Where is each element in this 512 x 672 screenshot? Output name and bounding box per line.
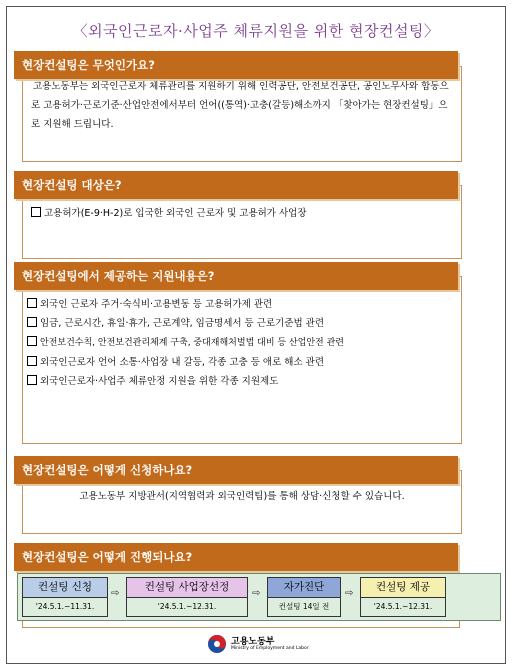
checkbox-icon xyxy=(27,298,37,308)
target-item: 고용허가(E-9·H-2)로 입국한 외국인 근로자 및 고용허가 사업장 xyxy=(31,204,453,223)
flow-step-selection xyxy=(126,577,248,617)
support-item: 외국인근로자 언어 소통·사업장 내 갈등, 각종 고충 등 애로 해소 관련 xyxy=(27,353,457,372)
logo-name: 고용노동부 xyxy=(231,637,275,647)
section-apply-body: 고용노동부 지방관서(지역협력과 외국인력팀)를 통해 상담·신청할 수 있습니다. xyxy=(79,491,405,502)
section-process-heading: 현장컨설팅은 어떻게 진행되나요? xyxy=(14,543,458,571)
taegeuk-icon xyxy=(206,633,228,655)
flow-step-label: 컨설팅 제공 xyxy=(361,578,445,598)
flow-step-apply xyxy=(22,577,108,617)
section-what-body: 고용노동부는 외국인근로자 체류관리를 지원하기 위해 인력공단, 안전보건공단, 공인노무사와 합동으로 고용허가·근로기준·산업안전에서부터 언어((통역)·고충(갈등)해소까지 「찾아가는 현장컨설팅」으로 지원해 드립니다. xyxy=(31,81,449,130)
support-item: 안전보건수칙, 안전보건관리체계 구축, 중대재해처벌법 대비 등 산업안전 관련 xyxy=(27,333,457,353)
logo-subtitle: Ministry of Employment and Labor xyxy=(231,646,309,651)
flow-step-label: 컨설팅 사업장선정 xyxy=(127,578,247,598)
flow-step-label: 자가진단 xyxy=(268,578,340,598)
arrow-right-icon: ⇨ xyxy=(111,588,120,599)
support-item: 임금, 근로시간, 휴일·휴가, 근로계약, 임금명세서 등 근로기준법 관련 xyxy=(27,314,457,333)
flow-step-date: '24.5.1.~12.31. xyxy=(373,602,433,611)
support-item: 외국인 근로자 주거·숙식비·고용변동 등 고용허가제 관련 xyxy=(27,295,457,314)
section-what-heading: 현장컨설팅은 무엇인가요? xyxy=(14,51,458,79)
flow-step-date: '24.5.1.~11.31. xyxy=(35,602,95,611)
checkbox-icon xyxy=(27,356,37,366)
section-what-box xyxy=(22,66,462,162)
checkbox-icon xyxy=(31,207,41,217)
arrow-right-icon: ⇨ xyxy=(252,588,261,599)
checkbox-icon xyxy=(27,317,37,327)
ministry-logo xyxy=(206,632,309,656)
checkbox-icon xyxy=(27,336,37,346)
flow-step-label: 컨설팅 신청 xyxy=(23,578,107,598)
flow-step-date: '24.5.1.~12.31. xyxy=(157,602,217,611)
arrow-right-icon: ⇨ xyxy=(345,588,354,599)
section-support-heading: 현장컨설팅에서 제공하는 지원내용은? xyxy=(14,262,458,290)
section-support-box xyxy=(22,276,462,444)
page-title: 〈외국인근로자·사업주 체류지원을 위한 현장컨설팅〉 xyxy=(72,22,440,40)
section-target-heading: 현장컨설팅 대상은? xyxy=(14,171,458,199)
flow-step-date: 컨설팅 14일 전 xyxy=(278,602,330,611)
checkbox-icon xyxy=(27,375,37,385)
process-flow xyxy=(17,573,501,621)
section-apply-heading: 현장컨설팅은 어떻게 신청하나요? xyxy=(14,456,458,484)
flow-step-provide xyxy=(360,577,446,617)
flow-step-self-diagnosis xyxy=(267,577,341,617)
support-item: 외국인근로자·사업주 체류안정 지원을 위한 각종 지원제도 xyxy=(27,372,457,391)
